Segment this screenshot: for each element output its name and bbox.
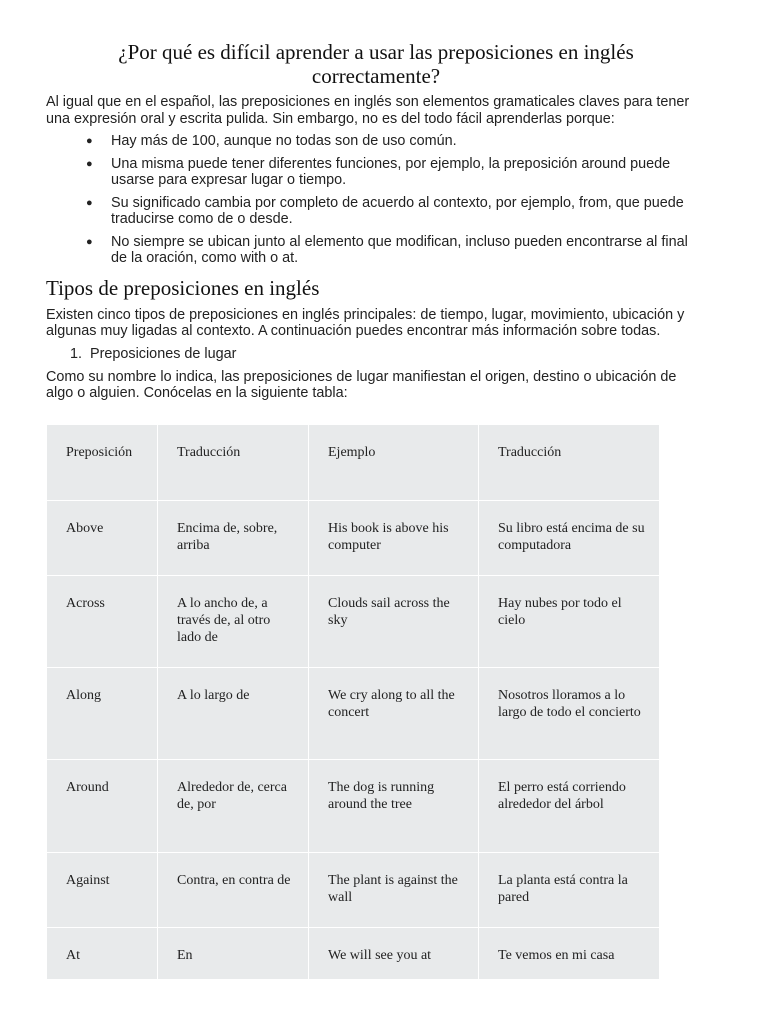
table-cell: Contra, en contra de [158,853,309,928]
table-cell: A lo ancho de, a través de, al otro lado de [158,576,309,668]
bullet-icon: ● [86,135,93,147]
table-cell: Against [47,853,158,928]
list-item-text: No siempre se ubican junto al elemento que modifican, incluso pueden encontrarse al final de la oración, como with o at. [111,233,688,266]
table-cell: El perro está corriendo alrededor del árbol [479,760,660,853]
table-cell: Alrededor de, cerca de, por [158,760,309,853]
table-cell: We cry along to all the concert [309,668,479,760]
prepositions-table [46,424,660,980]
list-item [86,233,706,267]
table-cell: La planta está contra la pared [479,853,660,928]
lugar-paragraph: Como su nombre lo indica, las preposiciones de lugar manifiestan el origen, destino o ubicación de algo o alguien. Conócelas en la siguiente tabla: [46,368,677,401]
table-cell: A lo largo de [158,668,309,760]
section-heading: Tipos de preposiciones en inglés [46,275,320,300]
table-header-cell: Preposición [47,425,158,501]
table-cell: Encima de, sobre, arriba [158,501,309,576]
list-item-text: Una misma puede tener diferentes funciones, por ejemplo, la preposición around puede usarse para expresar lugar o tiempo. [111,155,671,188]
table-header-row [47,425,660,501]
table-cell: The dog is running around the tree [309,760,479,853]
list-item [70,345,706,363]
table-row [47,576,660,668]
table-cell: Te vemos en mi casa [479,928,660,980]
table-cell: Clouds sail across the sky [309,576,479,668]
table-cell: We will see you at [309,928,479,980]
document-page [46,40,706,402]
table-cell: Su libro está encima de su computadora [479,501,660,576]
table-cell: The plant is against the wall [309,853,479,928]
bullet-icon: ● [86,157,93,170]
table-row [47,760,660,853]
list-item [86,194,706,228]
table-cell: His book is above his computer [309,501,479,576]
intro-paragraph: Al igual que en el español, las preposiciones en inglés son elementos gramaticales claves para tener una expresión oral y escrita pulida. Sin embargo, no es del todo fácil aprenderlas porque: [46,94,690,127]
list-item-text: Su significado cambia por completo de acuerdo al contexto, por ejemplo, from, que puede traducirse como de o desde. [111,194,684,227]
reasons-list [46,133,706,267]
list-item [86,155,706,189]
list-number: 1. [70,345,83,362]
table-cell: Across [47,576,158,668]
table-cell: Nosotros lloramos a lo largo de todo el concierto [479,668,660,760]
table-cell: At [47,928,158,980]
table-cell: Along [47,668,158,760]
table-cell: Hay nubes por todo el cielo [479,576,660,668]
table-header-cell: Traducción [158,425,309,501]
list-item-text: Hay más de 100, aunque no todas son de uso común. [111,133,457,149]
bullet-icon: ● [86,235,93,248]
list-item [86,133,706,150]
section-paragraph: Existen cinco tipos de preposiciones en inglés principales: de tiempo, lugar, movimiento, ubicación y algunas muy ligadas al contexto. A continuación puedes encontrar más información sobre todas. [46,306,685,339]
table-row [47,501,660,576]
table-cell: En [158,928,309,980]
table-row [47,853,660,928]
table-header-cell: Ejemplo [309,425,479,501]
list-item-text: Preposiciones de lugar [90,345,237,362]
document-title: ¿Por qué es difícil aprender a usar las preposiciones en inglés correctamente? [118,40,634,88]
table-cell: Above [47,501,158,576]
table-row [47,928,660,980]
table-cell: Around [47,760,158,853]
table-header-cell: Traducción [479,425,660,501]
bullet-icon: ● [86,196,93,209]
types-list [46,346,706,363]
table-row [47,668,660,760]
